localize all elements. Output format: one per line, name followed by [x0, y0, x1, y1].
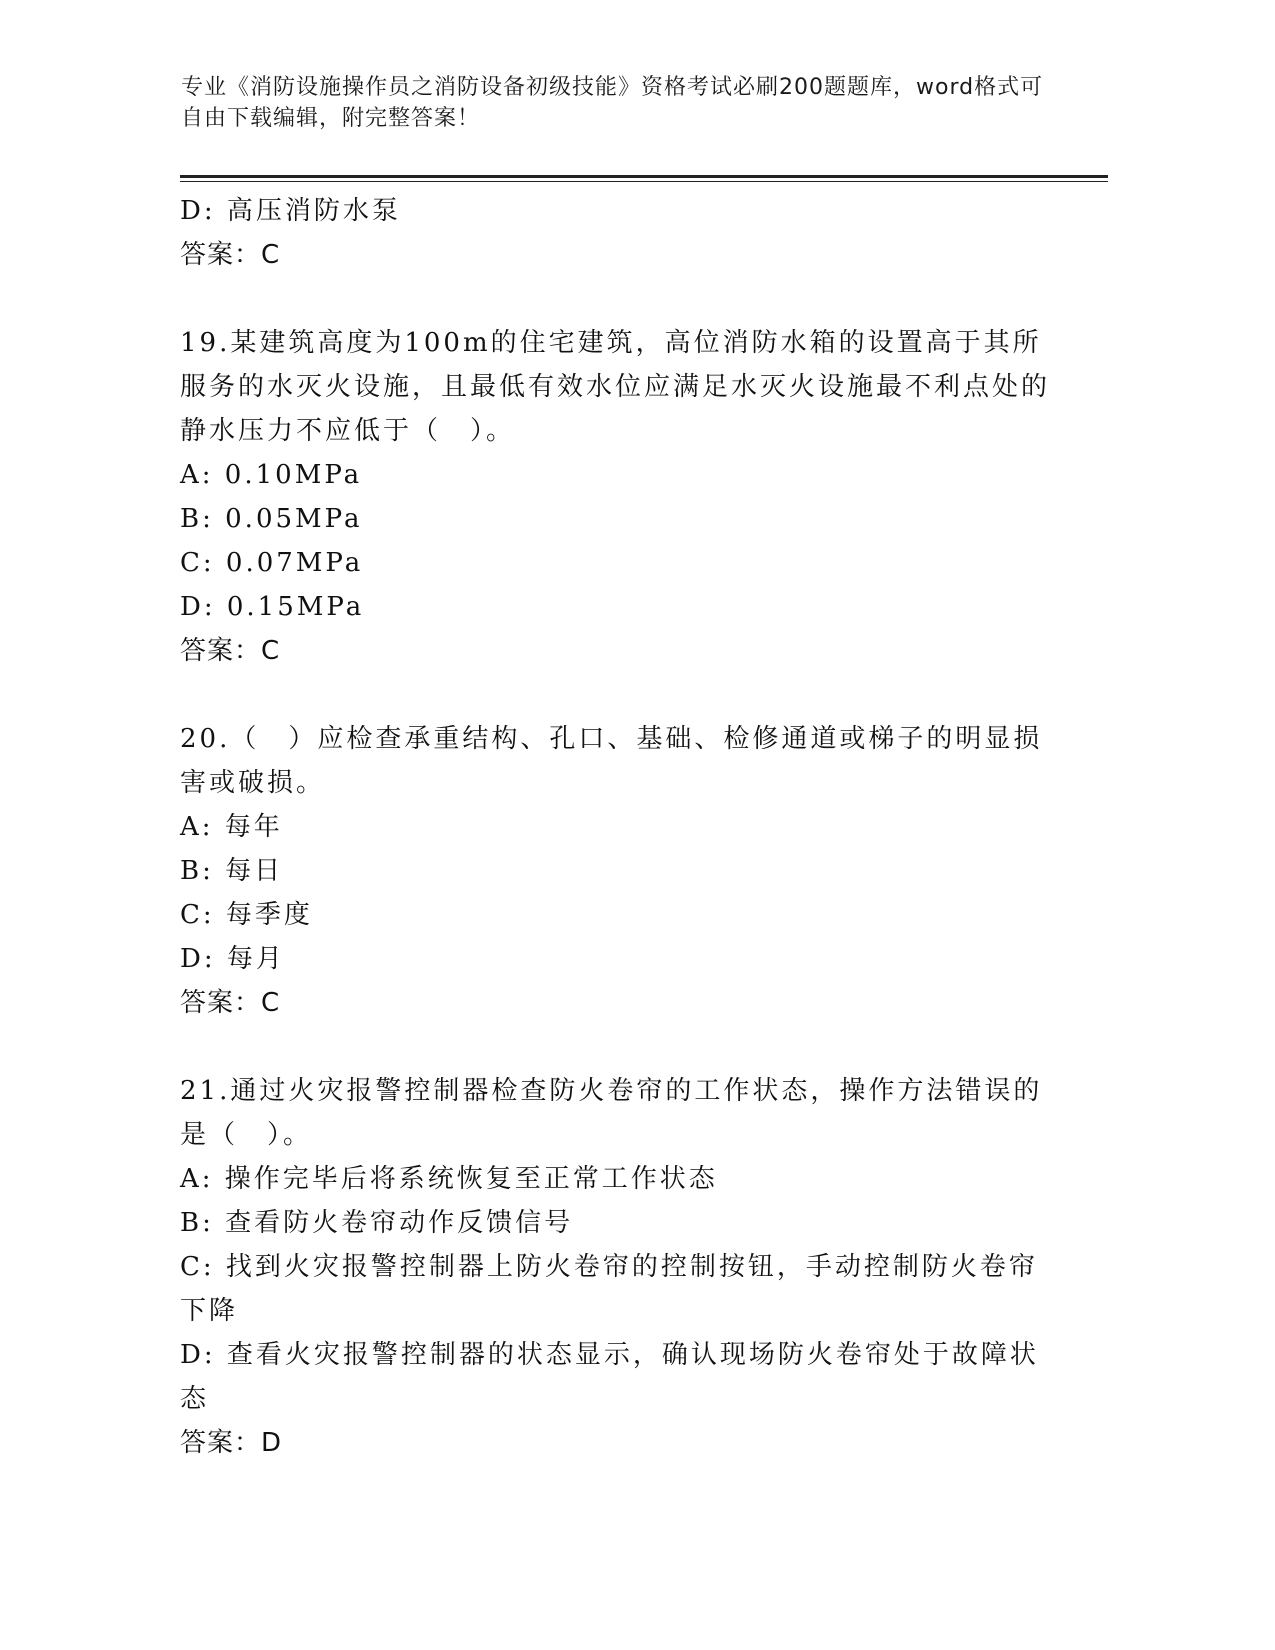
question-text: 19.某建筑高度为100m的住宅建筑，高位消防水箱的设置高于其所服务的水灭火设施，且最低有效水位应满足水灭火设施最不利点处的静水压力不应低于（ ）。: [180, 328, 1051, 446]
spacer: [180, 1025, 1060, 1069]
option-b: B: 查看防火卷帘动作反馈信号: [180, 1208, 574, 1238]
option-d: D: 每月: [180, 944, 285, 974]
option-b: B: 0.05MPa: [180, 504, 363, 534]
answer-line: 答案：C: [180, 240, 281, 270]
option-a: A: 每年: [180, 812, 283, 842]
option-a: A: 0.10MPa: [180, 460, 363, 490]
question-19: [180, 321, 1060, 673]
option-d: D: 0.15MPa: [180, 592, 365, 622]
question-text: 20.（ ）应检查承重结构、孔口、基础、检修通道或梯子的明显损害或破损。: [180, 724, 1043, 798]
spacer: [180, 673, 1060, 717]
option-a: A: 操作完毕后将系统恢复至正常工作状态: [180, 1164, 718, 1194]
question-text: 21.通过火灾报警控制器检查防火卷帘的工作状态，操作方法错误的是（ ）。: [180, 1076, 1043, 1150]
spacer: [180, 277, 1060, 321]
option-c: C: 每季度: [180, 900, 313, 930]
question-20: [180, 717, 1060, 1025]
document-header: 专业《消防设施操作员之消防设备初级技能》资格考试必刷200题题库，word格式可自由下载编辑，附完整答案！: [181, 75, 1044, 131]
question-21: [180, 1069, 1060, 1465]
header-rule-thick: [180, 175, 1108, 178]
option-b: B: 每日: [180, 856, 284, 886]
answer-line: 答案：D: [180, 1428, 283, 1458]
answer-line: 答案：C: [180, 636, 281, 666]
header-rule-thin: [180, 181, 1108, 182]
option-d: D: 高压消防水泵: [180, 196, 401, 226]
option-c: C: 找到火灾报警控制器上防火卷帘的控制按钮，手动控制防火卷帘下降: [180, 1252, 1038, 1326]
answer-line: 答案：C: [180, 988, 281, 1018]
option-d: D: 查看火灾报警控制器的状态显示，确认现场防火卷帘处于故障状态: [180, 1340, 1039, 1414]
question-content: [180, 189, 1060, 1465]
option-c: C: 0.07MPa: [180, 548, 364, 578]
